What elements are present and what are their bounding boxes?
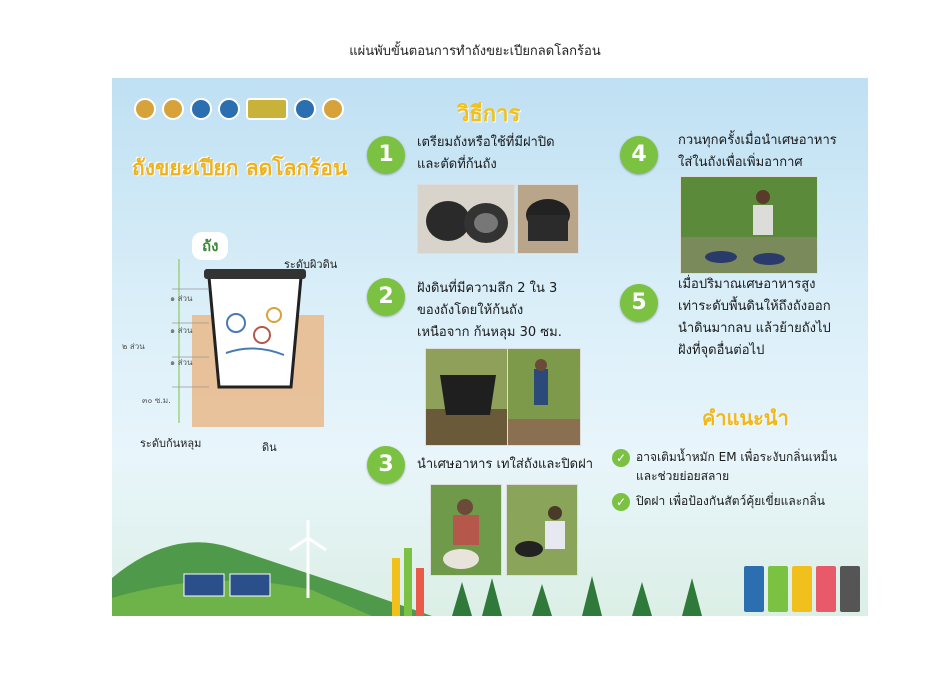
step-number: 1 xyxy=(367,136,405,174)
scale-label: ๓๐ ซ.ม. xyxy=(142,396,171,405)
tips-heading: คำแนะนำ xyxy=(702,406,789,430)
document-title: แผ่นพับขั้นตอนการทำถังขยะเปียกลดโลกร้อน xyxy=(349,44,601,59)
step-line: เหนือจาก ก้นหลุม 30 ซม. xyxy=(417,325,562,340)
photo-bin-buried xyxy=(425,348,511,446)
step-number: 4 xyxy=(620,136,658,174)
tip-item xyxy=(615,448,837,486)
step-text xyxy=(678,274,831,362)
logo-row xyxy=(134,98,344,120)
step-line: ฝังที่จุดอื่นต่อไป xyxy=(678,343,765,358)
tip-line: และช่วยย่อยสลาย xyxy=(636,469,730,483)
photo-digging xyxy=(507,348,581,446)
step-line: กวนทุกครั้งเมื่อนำเศษอาหาร xyxy=(678,133,837,148)
scale-label: ๑ ส่วน xyxy=(170,358,193,367)
poster xyxy=(112,78,868,616)
step-text xyxy=(417,454,593,476)
method-heading: วิธีการ xyxy=(457,102,521,127)
step-number: 2 xyxy=(367,278,405,316)
scale-label: ๑ ส่วน xyxy=(170,294,193,303)
step-line: ฝังดินที่มีความลึก 2 ใน 3 xyxy=(417,281,558,296)
logo-icon xyxy=(218,98,240,120)
step-line: เตรียมถังหรือใช้ที่มีฝาปิด xyxy=(417,135,555,150)
tip-line: ปิดฝา เพื่อป้องกันสัตว์คุ้ยเขี่ยและกลิ่น xyxy=(636,494,825,508)
check-icon: ✓ xyxy=(612,449,630,467)
logo-icon xyxy=(134,98,156,120)
step-text xyxy=(678,130,837,174)
step-line: นำดินมากลบ แล้วย้ายถังไป xyxy=(678,321,831,336)
logo-icon xyxy=(322,98,344,120)
pit-bottom-label: ระดับก้นหลุม xyxy=(140,437,202,450)
photo-stirring xyxy=(680,176,818,274)
step-line: และตัดที่ก้นถัง xyxy=(417,157,497,172)
step-line: นำเศษอาหาร เทใส่ถังและปิดฝา xyxy=(417,457,593,472)
step-line: ของถังโดยให้ก้นถัง xyxy=(417,303,524,318)
step-number: 5 xyxy=(620,284,658,322)
soil-label: ดิน xyxy=(262,441,277,454)
surface-level-label: ระดับผิวดิน xyxy=(284,258,338,271)
photo-bin-cut-bottom xyxy=(517,184,579,254)
tip-line: อาจเติมน้ำหมัก EM เพื่อระงับกลิ่นเหม็น xyxy=(636,450,837,464)
scale-label: ๑ ส่วน xyxy=(170,326,193,335)
step-text xyxy=(417,278,562,344)
step-line: เมื่อปริมาณเศษอาหารสูง xyxy=(678,277,816,292)
step-line: ใส่ในถังเพื่อเพิ่มอากาศ xyxy=(678,155,803,170)
recycle-bin-icon xyxy=(744,566,860,612)
step-text xyxy=(417,132,555,176)
photo-prepared-bin xyxy=(417,184,515,254)
logo-icon xyxy=(294,98,316,120)
landscape-illustration xyxy=(112,518,868,616)
tree-icon xyxy=(452,576,702,616)
step-number: 3 xyxy=(367,446,405,484)
step-line: เท่าระดับพื้นดินให้ถึงถังออก xyxy=(678,299,831,314)
scale-label: ๒ ส่วน xyxy=(122,342,145,351)
logo-icon xyxy=(190,98,212,120)
bin-label: ถัง xyxy=(192,232,228,260)
logo-icon xyxy=(246,98,288,120)
poster-title: ถังขยะเปียก ลดโลกร้อน xyxy=(132,156,348,180)
tip-item xyxy=(615,492,825,511)
check-icon: ✓ xyxy=(612,493,630,511)
logo-icon xyxy=(162,98,184,120)
